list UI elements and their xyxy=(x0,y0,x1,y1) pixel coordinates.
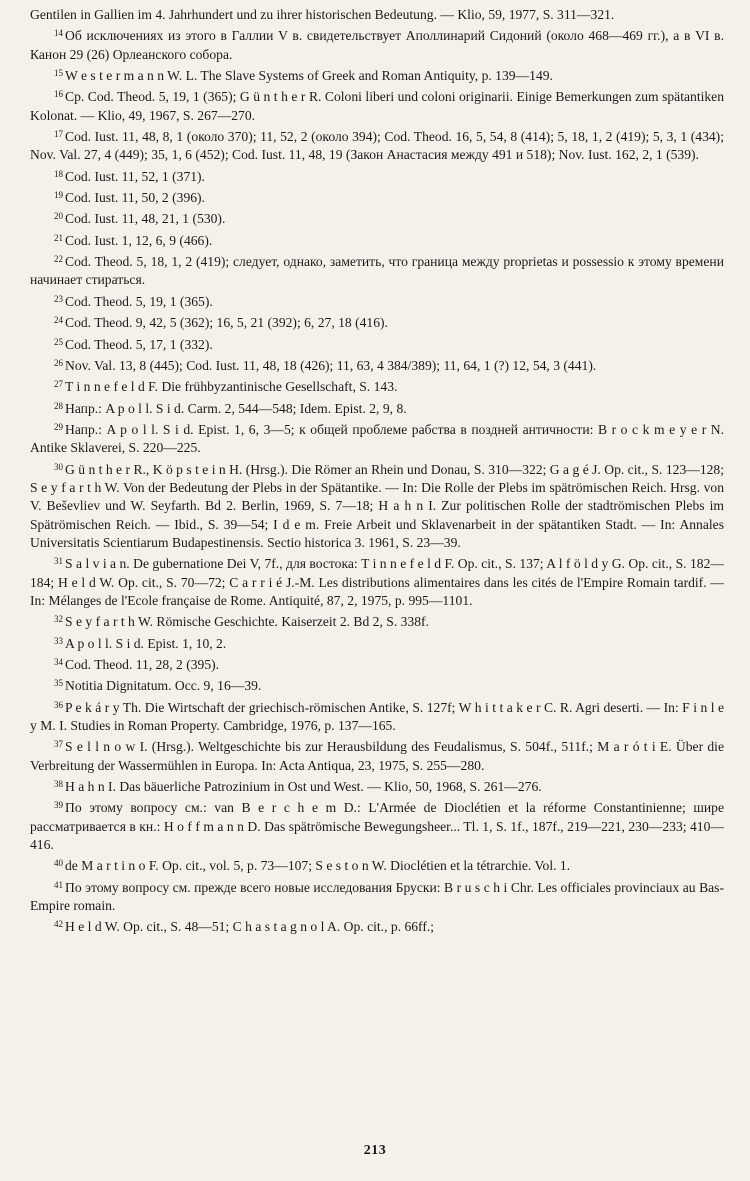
footnote xyxy=(30,915,724,936)
footnote-number: 23 xyxy=(54,293,63,304)
footnote-text: Cod. Iust. 11, 48, 21, 1 (530). xyxy=(65,211,226,227)
footnote xyxy=(30,418,724,458)
footnote xyxy=(30,653,724,674)
footnote-text: T i n n e f e l d F. Die frühbyzantinische Gesellschaft, S. 143. xyxy=(65,379,398,395)
footnote-number: 42 xyxy=(54,919,63,930)
footnote xyxy=(30,775,724,796)
footnote xyxy=(30,458,724,553)
footnote-number: 29 xyxy=(54,421,63,432)
footnote xyxy=(30,876,724,916)
footnote xyxy=(30,85,724,125)
footnote-text: Cod. Theod. 11, 28, 2 (395). xyxy=(65,657,220,672)
footnote-number: 38 xyxy=(54,779,63,790)
footnote xyxy=(30,250,724,290)
footnote-number: 35 xyxy=(54,678,63,689)
footnote-number: 40 xyxy=(54,858,63,869)
footnote-text: Cod. Iust. 11, 52, 1 (371). xyxy=(65,168,205,184)
footnote-text: S e l l n o w I. (Hrsg.). Weltgeschichte bis zur Herausbildung des Feudalismus, S. 504f., 511f.; M a r ó t i E. Über die Verbreitung der Wassermühlen in Europa. In: Acta Antiqua, 23, 1975, S. 255—280. xyxy=(30,739,724,773)
footnote-text: Cod. Iust. 1, 12, 6, 9 (466). xyxy=(65,232,213,248)
footnote-text: Cod. Theod. 5, 18, 1, 2 (419); следует, однако, заметить, что граница между proprietas и possessio к этому времени начинает стираться. xyxy=(30,254,724,288)
footnote-text: По этому вопросу см.: van B e r c h e m D.: L'Armée de Dioclétien et la réforme Constantinienne; шире рассматривается в кн.: H o f f m a n n D. Das spätrömische Bewegungsheer... Tl. 1, S. 1f., 187f., 219—221, 230—233; 410—416. xyxy=(30,800,724,853)
footnote-text: S e y f a r t h W. Römische Geschichte. Kaiserzeit 2. Bd 2, S. 338f. xyxy=(65,614,429,630)
footnote-number: 20 xyxy=(54,211,63,222)
footnote-text: H e l d W. Op. cit., S. 48—51; C h a s t a g n o l A. Op. cit., p. 66ff.; xyxy=(65,919,435,935)
footnote xyxy=(30,674,724,695)
footnote-number: 37 xyxy=(54,739,63,750)
footnote-number: 30 xyxy=(54,461,63,472)
footnote xyxy=(30,397,724,418)
footnote xyxy=(30,696,724,736)
footnote-text: Напр.: A p o l l. S i d. Carm. 2, 544—548; Idem. Epist. 2, 9, 8. xyxy=(65,400,407,416)
footnote-number: 19 xyxy=(54,190,63,201)
footnote-text: Cod. Theod. 5, 17, 1 (332). xyxy=(65,336,213,352)
footnote xyxy=(30,796,724,854)
footnote-text: W e s t e r m a n n W. L. The Slave Systems of Greek and Roman Antiquity, p. 139—149. xyxy=(65,68,553,84)
footnote-text: A p o l l. S i d. Epist. 1, 10, 2. xyxy=(65,635,227,651)
footnote-number: 33 xyxy=(54,635,63,646)
footnote xyxy=(30,610,724,631)
footnote xyxy=(30,207,724,228)
page-number: 213 xyxy=(363,1143,387,1158)
footnote-text: G ü n t h e r R., K ö p s t e i n H. (Hrsg.). Die Römer an Rhein und Donau, S. 310—322; G a g é J. Op. cit., S. 123—128; S e y f a r t h W. Von der Bedeutung der Plebs in der Spätantike. — In: Die Rolle der Plebs im spätrömischen Reich. Hrsg. von V. Beševliev und W. Seyfarth. Bd 2. Berlin, 1969, S. 7—18; H a h n I. Zur politischen Rolle der stadtrömischen Plebs im Spätrömischen Reich. — Ibid., S. 39—54; I d e m. Freie Arbeit und Sklavenarbeit in der spätantiken Stadt. — In: Annales Universitatis Scientiarum Budapestinensis. Sectio historica 3. 1961, S. 23—39. xyxy=(30,461,724,550)
footnote-text: По этому вопросу см. прежде всего новые исследования Бруски: B r u s c h i Chr. Les officiales provinciaux au Bas-Empire romain. xyxy=(30,879,724,914)
footnote-number: 22 xyxy=(54,254,63,265)
footnote-number: 24 xyxy=(54,315,63,326)
footnote xyxy=(30,165,724,186)
footnote-text: Nov. Val. 13, 8 (445); Cod. Iust. 11, 48, 18 (426); 11, 63, 4 384/389); 11, 64, 1 (?) 12, 54, 3 (441). xyxy=(65,357,597,373)
footnote-number: 34 xyxy=(54,657,63,667)
footnote-number: 16 xyxy=(54,89,63,100)
footnote xyxy=(30,333,724,354)
footnote-number: 32 xyxy=(54,614,63,625)
footnote-number: 21 xyxy=(54,232,63,243)
footnote-number: 41 xyxy=(54,879,63,890)
footnote xyxy=(30,125,724,165)
footnote xyxy=(30,735,724,775)
footnote-text: S a l v i a n. De gubernatione Dei V, 7f., для востока: T i n n e f e l d F. Op. cit., S. 137; A l f ö l d y G. Op. cit., S. 182—184; H e l d W. Op. cit., S. 70—72; C a r r i é J.-M. Les distributions alimentaires dans les cités de l'Empire Romain tardif. — In: Mélanges de l'Ecole française de Rome. Antiquité, 87, 2, 1975, p. 995—1101. xyxy=(30,556,724,608)
footnote xyxy=(30,632,724,653)
footnote-number: 18 xyxy=(54,168,63,179)
footnote xyxy=(30,24,724,64)
footnote xyxy=(30,311,724,332)
footnote xyxy=(30,290,724,311)
footnote xyxy=(30,64,724,85)
footnotes xyxy=(30,6,724,937)
footnote-number: 31 xyxy=(54,556,63,567)
footnote-number: 39 xyxy=(54,800,63,811)
footnote xyxy=(30,354,724,375)
footnote xyxy=(30,229,724,250)
footnote-text: Cod. Iust. 11, 48, 8, 1 (около 370); 11, 52, 2 (около 394); Cod. Theod. 16, 5, 54, 8 (414); 5, 18, 1, 2 (419); 5, 3, 1 (434); Nov. Val. 27, 4 (449); 35, 1, 6 (452); Cod. Iust. 11, 48, 19 (Закон Анастасия между 491 и 518); Nov. Iust. 162, 2, 1 (539). xyxy=(30,129,724,163)
footnote xyxy=(30,186,724,207)
footnote-text: Cod. Theod. 9, 42, 5 (362); 16, 5, 21 (392); 6, 27, 18 (416). xyxy=(65,315,388,331)
footnote-text: Об исключениях из этого в Галлии V в. свидетельствует Аполлинарий Сидоний (около 468—469 гг.), а в VI в. Канон 29 (26) Орлеанского собора. xyxy=(30,28,724,62)
footnote-text: Cp. Cod. Theod. 5, 19, 1 (365); G ü n t h e r R. Coloni liberi und coloni originarii. Einige Bemerkungen zum spätantiken Kolonat. — Klio, 49, 1967, S. 267—270. xyxy=(30,89,724,123)
footnote-text: Cod. Iust. 11, 50, 2 (396). xyxy=(65,190,205,206)
footnote-number: 15 xyxy=(54,68,63,79)
footnote xyxy=(30,552,724,610)
footnote-number: 25 xyxy=(54,336,63,347)
footnote xyxy=(30,6,724,24)
footnote xyxy=(30,854,724,875)
footnote-number: 17 xyxy=(54,129,63,140)
footnote xyxy=(30,375,724,396)
footnote-number: 36 xyxy=(54,699,63,710)
footnote-text: de M a r t i n o F. Op. cit., vol. 5, p. 73—107; S e s t o n W. Dioclétien et la tétrarchie. Vol. 1. xyxy=(65,858,571,874)
footnote-text: H a h n I. Das bäuerliche Patrozinium in Ost und West. — Klio, 50, 1968, S. 261—276. xyxy=(65,779,542,795)
footnote-number: 28 xyxy=(54,400,63,411)
footnote-number: 14 xyxy=(54,28,63,39)
footnote-number: 27 xyxy=(54,379,63,390)
footnote-text: Gentilen in Gallien im 4. Jahrhundert und zu ihrer historischen Bedeutung. — Klio, 59, 1977, S. 311—321. xyxy=(30,7,615,22)
footnote-text: P e k á r y Th. Die Wirtschaft der griechisch-römischen Antike, S. 127f; W h i t t a k e r C. R. Agri deserti. — In: F i n l e y M. I. Studies in Roman Property. Cambridge, 1976, p. 137—165. xyxy=(30,699,724,734)
footnote-number: 26 xyxy=(54,357,63,368)
footnote-text: Notitia Dignitatum. Occ. 9, 16—39. xyxy=(65,678,262,694)
footnote-text: Напр.: A p o l l. S i d. Epist. 1, 6, 3—5; к общей проблеме рабства в поздней античности: B r o c k m e y e r N. Antike Sklaverei, S. 220—225. xyxy=(30,421,724,456)
footnote-text: Cod. Theod. 5, 19, 1 (365). xyxy=(65,293,213,309)
